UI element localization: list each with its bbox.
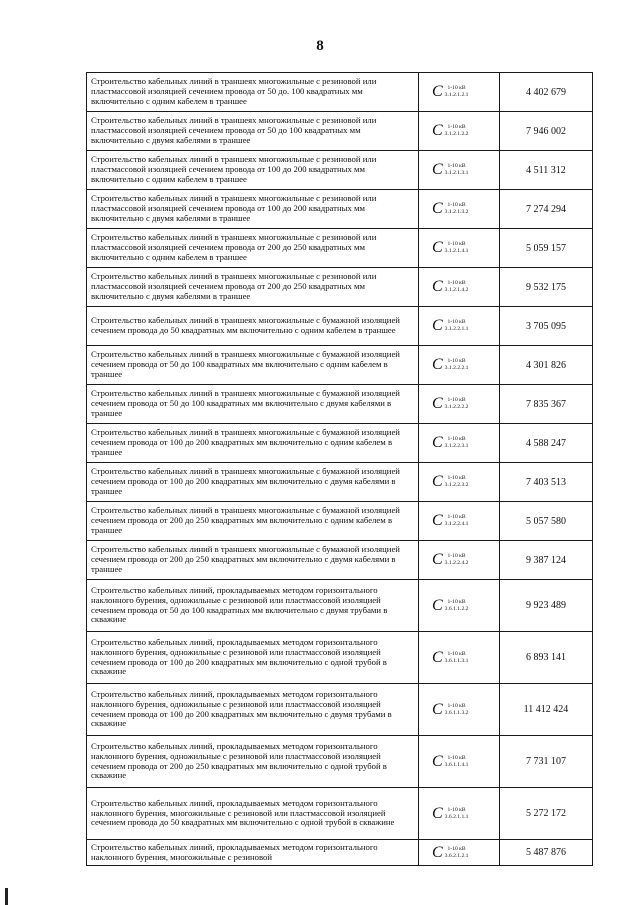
table-row xyxy=(87,541,593,580)
row-rate-code xyxy=(419,580,500,632)
row-rate-code xyxy=(419,112,500,151)
row-description: Строительство кабельных линий в траншеях многожильные с бумажной изоляцией сечением провода от 100 до 200 квадратных мм включительно с одним кабелем в траншее xyxy=(87,424,419,463)
rate-indices xyxy=(445,846,469,859)
rate-voltage: 1-10 кВ xyxy=(447,85,466,92)
rate-code-formula xyxy=(419,396,499,412)
rate-code-formula xyxy=(419,513,499,529)
rate-index: 3.6.1.1.2.2 xyxy=(444,605,469,612)
rate-indices xyxy=(445,202,469,215)
table-row xyxy=(87,840,593,866)
table-row xyxy=(87,229,593,268)
rate-index: 3.6.1.1.4.1 xyxy=(444,761,469,768)
rate-code-formula xyxy=(419,123,499,139)
rate-code-formula xyxy=(419,702,499,718)
rate-index: 3.1.2.1.3.2 xyxy=(444,209,469,215)
row-value: 5 057 580 xyxy=(500,502,593,541)
rate-indices xyxy=(445,755,469,768)
table-row xyxy=(87,632,593,684)
table-row xyxy=(87,151,593,190)
rate-code-formula xyxy=(419,806,499,822)
rate-code-formula xyxy=(419,598,499,614)
table-row xyxy=(87,736,593,788)
rates-table-container xyxy=(86,72,585,866)
rate-code-formula xyxy=(419,162,499,178)
rate-indices xyxy=(445,280,469,293)
table-row xyxy=(87,346,593,385)
rate-index: 3.1.2.2.3.2 xyxy=(444,482,469,488)
row-value: 3 705 095 xyxy=(500,307,593,346)
rate-symbol: C xyxy=(432,83,443,100)
rate-symbol: C xyxy=(432,473,443,490)
rate-symbol: C xyxy=(432,804,443,822)
rate-code-formula xyxy=(419,318,499,334)
rate-symbol: C xyxy=(432,434,443,451)
table-row xyxy=(87,112,593,151)
row-description: Строительство кабельных линий, прокладываемых методом горизонтального наклонного бурения, многожильные с резиновой или пластмассовой изоляцией сечением провода до 50 квадратных мм включительно с одной трубой в скважине xyxy=(87,788,419,840)
row-description: Строительство кабельных линий, прокладываемых методом горизонтального наклонного бурения, одножильные с резиновой или пластмассовой изоляцией сечением провода от 100 до 200 квадратных мм включительно с двумя трубами в скважине xyxy=(87,684,419,736)
row-value: 5 272 172 xyxy=(500,788,593,840)
rate-indices xyxy=(445,358,469,371)
rate-voltage: 1-10 кВ xyxy=(447,598,466,605)
row-rate-code xyxy=(419,229,500,268)
rate-index: 3.1.2.2.4.1 xyxy=(444,521,469,527)
row-value: 5 487 876 xyxy=(500,840,593,866)
row-rate-code xyxy=(419,684,500,736)
rate-indices xyxy=(445,397,469,410)
rate-indices xyxy=(445,807,469,820)
row-value: 7 274 294 xyxy=(500,190,593,229)
row-value: 11 412 424 xyxy=(500,684,593,736)
row-description: Строительство кабельных линий в траншеях многожильные с бумажной изоляцией сечением провода от 50 до 100 квадратных мм включительно с одним кабелем в траншее xyxy=(87,346,419,385)
row-rate-code xyxy=(419,346,500,385)
rate-index: 3.1.2.1.3.1 xyxy=(444,170,469,176)
rate-symbol: C xyxy=(432,278,443,295)
rate-index: 3.1.2.2.1.1 xyxy=(444,326,469,332)
row-value: 5 059 157 xyxy=(500,229,593,268)
row-description: Строительство кабельных линий в траншеях многожильные с бумажной изоляцией сечением провода от 100 до 200 квадратных мм включительно с двумя кабелями в траншее xyxy=(87,463,419,502)
rate-voltage: 1-10 кВ xyxy=(447,280,466,287)
row-value: 4 511 312 xyxy=(500,151,593,190)
rate-code-formula xyxy=(419,754,499,770)
rate-indices xyxy=(445,241,469,254)
rate-indices xyxy=(445,703,469,716)
rate-code-formula xyxy=(419,650,499,666)
row-value: 6 893 141 xyxy=(500,632,593,684)
rate-index: 3.1.2.2.2.2 xyxy=(444,404,469,410)
rate-voltage: 1-10 кВ xyxy=(447,754,466,761)
row-value: 7 403 513 xyxy=(500,463,593,502)
row-rate-code xyxy=(419,502,500,541)
rate-voltage: 1-10 кВ xyxy=(447,475,466,482)
row-rate-code xyxy=(419,385,500,424)
table-row xyxy=(87,190,593,229)
row-description: Строительство кабельных линий в траншеях многожильные с резиновой или пластмассовой изоляцией сечением провода от 100 до 200 квадратных мм включительно с двумя кабелями в траншее xyxy=(87,190,419,229)
row-description: Строительство кабельных линий в траншеях многожильные с бумажной изоляцией сечением провода от 200 до 250 квадратных мм включительно с двумя кабелями в траншее xyxy=(87,541,419,580)
row-description: Строительство кабельных линий в траншеях многожильные с резиновой или пластмассовой изоляцией сечением провода от 50 до. 100 квадратных мм включительно с одним кабелем в траншее xyxy=(87,73,419,112)
rate-index: 3.6.2.1.1.1 xyxy=(444,813,469,820)
rate-index: 3.1.2.2.4.2 xyxy=(444,560,469,566)
rate-symbol: C xyxy=(432,700,443,718)
row-rate-code xyxy=(419,736,500,788)
rate-indices xyxy=(445,514,469,527)
row-rate-code xyxy=(419,307,500,346)
table-row xyxy=(87,502,593,541)
rate-symbol: C xyxy=(432,356,443,373)
rate-symbol: C xyxy=(432,317,443,334)
row-rate-code xyxy=(419,268,500,307)
rate-code-formula xyxy=(419,240,499,256)
rates-table-body xyxy=(87,73,593,866)
row-value: 9 923 489 xyxy=(500,580,593,632)
rate-voltage: 1-10 кВ xyxy=(447,553,466,560)
rate-code-formula xyxy=(419,357,499,373)
table-row xyxy=(87,580,593,632)
rate-indices xyxy=(445,599,469,612)
rate-symbol: C xyxy=(432,512,443,529)
rate-voltage: 1-10 кВ xyxy=(447,702,466,709)
row-description: Строительство кабельных линий в траншеях многожильные с резиновой или пластмассовой изоляцией сечением провода от 50 до 100 квадратных мм включительно с двумя кабелями в траншее xyxy=(87,112,419,151)
rate-voltage: 1-10 кВ xyxy=(447,397,466,404)
rate-symbol: C xyxy=(432,122,443,139)
rate-voltage: 1-10 кВ xyxy=(447,319,466,326)
rate-voltage: 1-10 кВ xyxy=(447,124,466,131)
rate-voltage: 1-10 кВ xyxy=(447,241,466,248)
table-row xyxy=(87,385,593,424)
row-value: 7 946 002 xyxy=(500,112,593,151)
rate-voltage: 1-10 кВ xyxy=(447,650,466,657)
rate-code-formula xyxy=(419,474,499,490)
rate-symbol: C xyxy=(432,752,443,770)
scan-edge-mark xyxy=(5,888,8,905)
rate-indices xyxy=(445,475,469,488)
rate-code-formula xyxy=(419,84,499,100)
rate-symbol: C xyxy=(432,161,443,178)
rate-index: 3.6.2.1.2.1 xyxy=(444,852,469,859)
table-row xyxy=(87,684,593,736)
rate-index: 3.1.2.2.3.1 xyxy=(444,443,469,449)
row-rate-code xyxy=(419,463,500,502)
rate-voltage: 1-10 кВ xyxy=(447,845,466,852)
rate-index: 3.1.2.1.2.1 xyxy=(444,92,469,98)
row-value: 9 532 175 xyxy=(500,268,593,307)
row-value: 7 731 107 xyxy=(500,736,593,788)
row-rate-code xyxy=(419,541,500,580)
table-row xyxy=(87,463,593,502)
rate-index: 3.1.2.1.2.2 xyxy=(444,131,469,137)
table-row xyxy=(87,788,593,840)
rate-symbol: C xyxy=(432,200,443,217)
row-description: Строительство кабельных линий в траншеях многожильные с резиновой или пластмассовой изоляцией сечением провода от 100 до 200 квадратных мм включительно с одним кабелем в траншее xyxy=(87,151,419,190)
rate-code-formula xyxy=(419,201,499,217)
page-number: 8 xyxy=(316,38,324,54)
rate-code-formula xyxy=(419,435,499,451)
row-value: 7 835 367 xyxy=(500,385,593,424)
row-description: Строительство кабельных линий в траншеях многожильные с резиновой или пластмассовой изоляцией сечением провода от 200 до 250 квадратных мм включительно с двумя кабелями в траншее xyxy=(87,268,419,307)
row-description: Строительство кабельных линий, прокладываемых методом горизонтального наклонного бурения, одножильные с резиновой или пластмассовой изоляцией сечением провода от 200 до 250 квадратных мм включительно с одной трубой в скважине xyxy=(87,736,419,788)
rate-index: 3.6.1.1.3.2 xyxy=(444,709,469,716)
row-description: Строительство кабельных линий, прокладываемых методом горизонтального наклонного бурения, одножильные с резиновой или пластмассовой изоляцией сечением провода от 100 до 200 квадратных мм включительно с одной трубой в скважине xyxy=(87,632,419,684)
rate-code-formula xyxy=(419,279,499,295)
rate-symbol: C xyxy=(432,648,443,666)
rate-indices xyxy=(445,553,469,566)
row-rate-code xyxy=(419,788,500,840)
row-description: Строительство кабельных линий, прокладываемых методом горизонтального наклонного бурения, одножильные с резиновой или пластмассовой изоляцией сечением провода от 50 до 100 квадратных мм включительно с двумя трубами в скважине xyxy=(87,580,419,632)
row-value: 4 301 826 xyxy=(500,346,593,385)
row-value: 9 387 124 xyxy=(500,541,593,580)
row-description: Строительство кабельных линий в траншеях многожильные с бумажной изоляцией сечением провода от 50 до 100 квадратных мм включительно с двумя кабелями в траншее xyxy=(87,385,419,424)
rate-index: 3.1.2.1.4.1 xyxy=(444,248,469,254)
rate-symbol: C xyxy=(432,551,443,568)
row-rate-code xyxy=(419,424,500,463)
rate-symbol: C xyxy=(432,395,443,412)
rate-indices xyxy=(445,651,469,664)
row-description: Строительство кабельных линий в траншеях многожильные с резиновой или пластмассовой изоляцией сечением провода от 200 до 250 квадратных мм включительно с одним кабелем в траншее xyxy=(87,229,419,268)
rate-code-formula xyxy=(419,845,499,861)
row-description: Строительство кабельных линий в траншеях многожильные с бумажной изоляцией сечением провода до 50 квадратных мм включительно с одним кабелем в траншее xyxy=(87,307,419,346)
table-row xyxy=(87,73,593,112)
row-value: 4 588 247 xyxy=(500,424,593,463)
rate-indices xyxy=(445,124,469,137)
rate-symbol: C xyxy=(432,596,443,614)
row-value: 4 402 679 xyxy=(500,73,593,112)
row-rate-code xyxy=(419,190,500,229)
row-rate-code xyxy=(419,632,500,684)
rate-symbol: C xyxy=(432,239,443,256)
rates-table xyxy=(86,72,593,866)
rate-index: 3.6.1.1.3.1 xyxy=(444,657,469,664)
table-row xyxy=(87,268,593,307)
rate-voltage: 1-10 кВ xyxy=(447,806,466,813)
rate-indices xyxy=(445,436,469,449)
table-row xyxy=(87,307,593,346)
row-rate-code xyxy=(419,840,500,866)
rate-code-formula xyxy=(419,552,499,568)
row-rate-code xyxy=(419,151,500,190)
rate-index: 3.1.2.1.4.2 xyxy=(444,287,469,293)
row-description: Строительство кабельных линий в траншеях многожильные с бумажной изоляцией сечением провода от 200 до 250 квадратных мм включительно с одним кабелем в траншее xyxy=(87,502,419,541)
rate-indices xyxy=(445,85,469,98)
row-description: Строительство кабельных линий, прокладываемых методом горизонтального наклонного бурения, многожильные с резиновой xyxy=(87,840,419,866)
rate-voltage: 1-10 кВ xyxy=(447,358,466,365)
rate-voltage: 1-10 кВ xyxy=(447,514,466,521)
table-row xyxy=(87,424,593,463)
rate-voltage: 1-10 кВ xyxy=(447,202,466,209)
rate-indices xyxy=(445,319,469,332)
rate-voltage: 1-10 кВ xyxy=(447,436,466,443)
rate-voltage: 1-10 кВ xyxy=(447,163,466,170)
rate-index: 3.1.2.2.2.1 xyxy=(444,365,469,371)
rate-indices xyxy=(445,163,469,176)
rate-symbol: C xyxy=(432,843,443,861)
row-rate-code xyxy=(419,73,500,112)
